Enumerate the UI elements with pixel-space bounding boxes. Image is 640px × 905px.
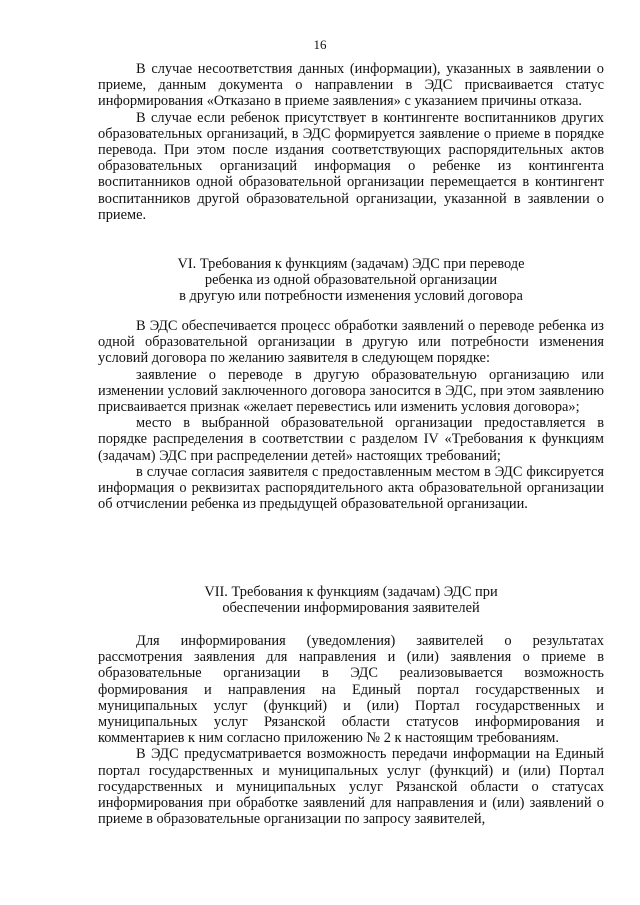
intro-paragraphs (98, 61, 604, 223)
heading-line: обеспечении информирования заявителей (222, 600, 480, 617)
heading-line: VI. Требования к функциям (задачам) ЭДС при переводе (177, 256, 525, 272)
paragraph: В ЭДС обеспечивается процесс обработки заявлений о переводе ребенка из одной образовательной организации в другую или потребности изменения условий договора по желанию заявителя в следующем порядке: (98, 318, 604, 367)
paragraph: В случае несоответствия данных (информации), указанных в заявлении о приеме, данным документа о направлении в ЭДС присваивается статус информирования «Отказано в приеме заявления» с указанием причины отказа. (98, 61, 604, 110)
paragraph: Для информирования (уведомления) заявителей о результатах рассмотрения заявления для направления и (или) заявления о приеме в образовательные организации в ЭДС реализовывается возможность формирования и направления на Единый портал государственных и муниципальных услуг (функций) и (или) Портал государственных и муниципальных услуг Рязанской области статусов информирования и комментариев к ним согласно приложению № 2 к настоящим требованиям. (98, 633, 604, 747)
section-6-body (98, 318, 604, 512)
heading-line: в другую или потребности изменения условий договора (179, 288, 523, 305)
paragraph: заявление о переводе в другую образовательную организацию или изменении условий заключенного договора заносится в ЭДС, при этом заявлению присваивается признак «желает перевестись или изменить условия договора»; (98, 366, 604, 416)
paragraph: в случае согласия заявителя с предоставленным местом в ЭДС фиксируется информация о реквизитах распорядительного акта образовательной организации об отчислении ребенка из предыдущей образовательной организации. (98, 463, 604, 513)
section-6-heading (98, 256, 604, 305)
paragraph: место в выбранной образовательной организации предоставляется в порядке распределения в соответствии с разделом IV «Требования к функциям (задачам) ЭДС при распределении детей» настоящих требований; (98, 415, 604, 464)
page-number: 16 (313, 37, 327, 52)
paragraph: В случае если ребенок присутствует в контингенте воспитанников других образовательных организаций, в ЭДС формируется заявление о приеме в порядке перевода. При этом после издания соответствующих распорядительных актов образовательных организаций информация о ребенке из контингента воспитанников одной образовательной организации перемещается в контингент воспитанников другой образовательной организации, указанной в заявлении о приеме. (98, 109, 604, 223)
section-7-body (98, 633, 604, 827)
heading-line: VII. Требования к функциям (задачам) ЭДС при (204, 584, 498, 600)
heading-line: ребенка из одной образовательной организации (204, 272, 498, 289)
section-7-heading (98, 584, 604, 616)
paragraph: В ЭДС предусматривается возможность передачи информации на Единый портал государственных и муниципальных услуг (функций) и (или) Портал государственных и муниципальных услуг Рязанской области о статусах информирования при обработке заявлений для направления и (или) заявлений о приеме в образовательные организации по запросу заявителей, (98, 746, 604, 828)
